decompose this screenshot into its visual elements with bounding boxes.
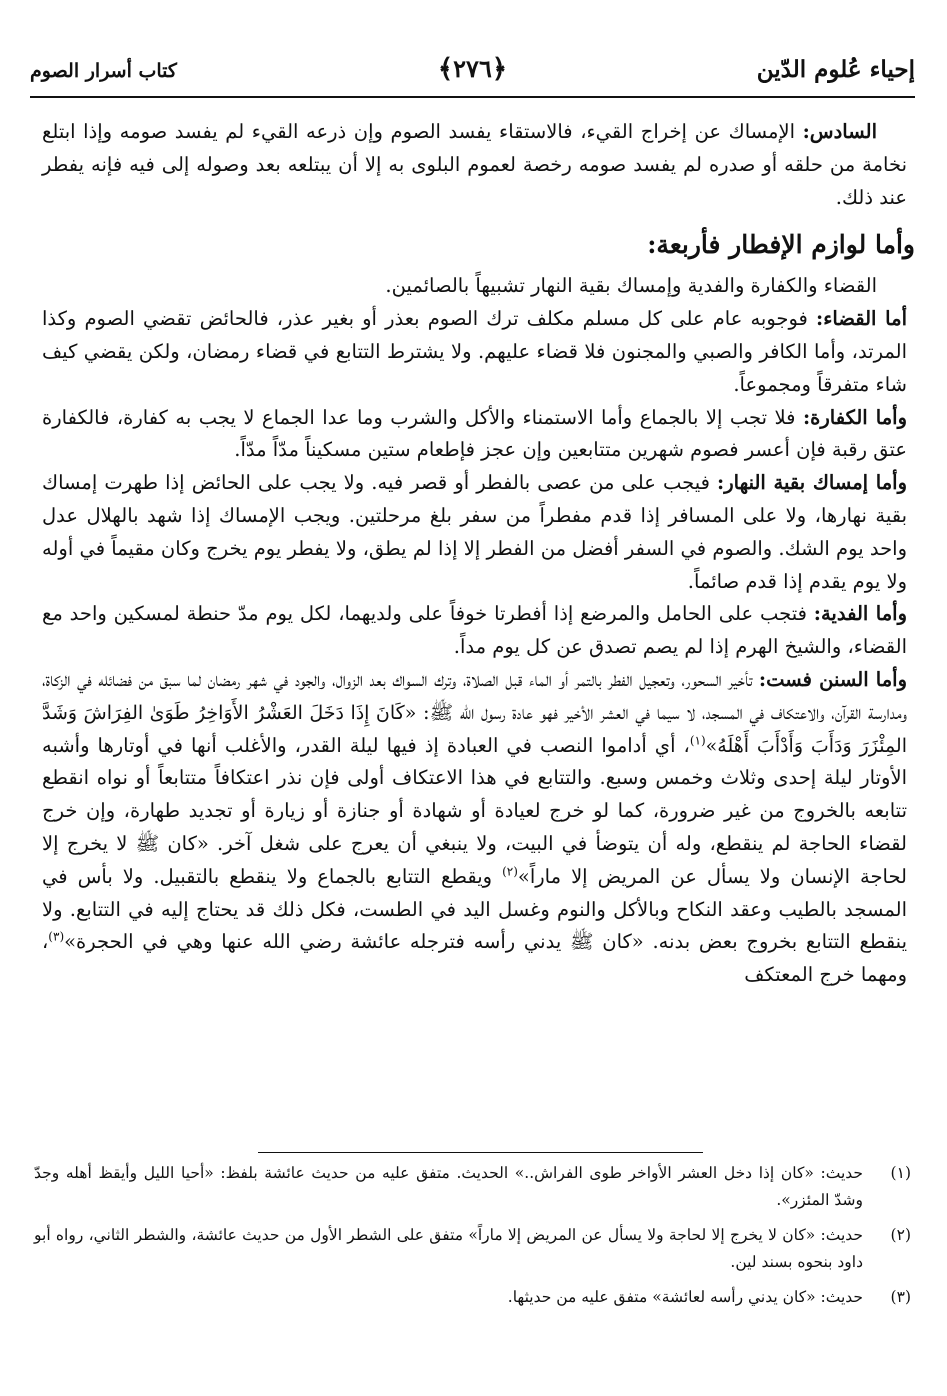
footnote-divider (258, 1152, 703, 1153)
page-header (30, 44, 915, 98)
footnote-number: (٣) (890, 1288, 911, 1306)
paragraph-qada: أما القضاء: فوجوبه عام على كل مسلم مكلف ترك الصوم بعذر أو بغير عذر، فالحائض تقضي الصوم وكذا المرتد، وأما الكافر والصبي والمجنون فلا قضاء عليهم. ولا يشترط التتابع في قضاء رمضان، ولكن يقضي كيف شاء متفرقاً ومجموعاً. (42, 307, 907, 396)
ornament-right-icon: ﴿ (491, 54, 508, 84)
footnote-number: (١) (890, 1164, 911, 1182)
footnote-ref: (٢) (502, 864, 518, 879)
hadith-quote: «كَانَ إِذَا دَخَلَ العَشْرُ الأَوَاخِرُ طَوَىٰ الفِرَاشَ وَشَدَّ المِئْزَرَ وَدَأَبَ وَأَدْأَبَ أَهْلَهُ» (42, 701, 907, 757)
paragraph-sixth: السادس: الإمساك عن إخراج القيء، فالاستقاء يفسد الصوم وإن ذرعه القيء لم يفسد صومه وإذا ابتلع نخامة من حلقه أو صدره لم يفسد صومه رخصة لعموم البلوى به إلا أن يبتلعه بعد وصوله إلى فيه فإنه يفطر عند ذلك. (42, 120, 907, 209)
main-text (42, 116, 915, 992)
footnote (34, 1284, 911, 1311)
footnote-text: حديث: «كان يدني رأسه لعائشة» متفق عليه من حديثها. (507, 1288, 863, 1306)
paragraph-label: وأما الفدية: (813, 602, 907, 626)
paragraph-label: وأما الكفارة: (802, 405, 907, 429)
book-title: إحياء عُلوم الدّين (756, 56, 915, 83)
section-heading: وأما لوازم الإفطار فأربعة: (647, 230, 915, 260)
footnote (34, 1222, 911, 1276)
footnote-number: (٢) (890, 1226, 911, 1244)
ornament-left-icon: ﴾ (437, 54, 454, 84)
footnote-text: حديث: «كان لا يخرج إلا لحاجة ولا يسأل عن المريض إلا ماراً» متفق على الشطر الأول من حديث عائشة، والشطر الثاني، رواه أبو داود بنحوه بسند لين. (34, 1226, 863, 1271)
footnote-text: حديث: «كان إذا دخل العشر الأواخر طوى الفراش..» الحديث. متفق عليه من حديث عائشة بلفظ: «أحيا الليل وأيقظ أهله وجدّ وشدّ المئزر». (34, 1164, 863, 1209)
paragraph-label: السادس: (802, 120, 877, 143)
footnote (34, 1160, 911, 1214)
paragraph-imsak: وأما إمساك بقية النهار: فيجب على من عصى بالفطر أو قصر فيه. ولا يجب على الحائض إذا طهرت إمساك بقية نهارها، ولا على المسافر إذا قدم مفطراً من سفر بلغ مرحلتين. ويجب الإمساك إذا شهد بالهلال عدل واحد يوم الشك. والصوم في السفر أفضل من الفطر إلا إذا لم يطق، ولا يفطر يوم يخرج وكان مقيماً في أوله ولا يوم يقدم إذا قدم صائماً. (42, 471, 907, 593)
paragraph-kaffara: وأما الكفارة: فلا تجب إلا بالجماع وأما الاستمناء والأكل والشرب وما عدا الجماع لا يجب به كفارة، فالكفارة عتق رقبة فإن أعسر فصوم شهرين متتابعين وإن عجز فإطعام ستين مسكيناً مدّاً مدّاً. (42, 405, 907, 462)
footnote-ref: (٣) (48, 929, 65, 944)
hadith-quote: «كان ﷺ لا يخرج إلا لحاجة الإنسان ولا يسأل عن المريض إلا ماراً» (42, 831, 907, 888)
footnote-ref: (١) (689, 733, 706, 748)
footnotes (34, 1160, 911, 1319)
paragraph-intro: القضاء والكفارة والفدية وإمساك بقية النهار تشبيهاً بالصائمين. (385, 274, 877, 298)
paragraph-label: وأما إمساك بقية النهار: (717, 471, 907, 495)
chapter-title: كتاب أسرار الصوم (30, 60, 177, 82)
page-number: ﴿٢٧٦﴾ (437, 54, 508, 84)
hadith-quote: «كان ﷺ يدني رأسه فترجله عائشة رضي الله عنها وهي في الحجرة» (64, 930, 644, 954)
paragraph-label: أما القضاء: (816, 307, 907, 331)
paragraph-sunan: وأما السنن فست: تأخير السحور، وتعجيل الفطر بالتمر أو الماء قبل الصلاة، وترك السواك بعد الزوال، والجود في شهر رمضان لما سبق من فضائله في الزكاة، ومدارسة القرآن، والاعتكاف في المسجد، لا سيما في العشر الأخير فهو عادة رسول الله ﷺ: «كَانَ إِذَا دَخَلَ العَشْرُ الأَوَاخِرُ طَوَىٰ الفِرَاشَ وَشَدَّ المِئْزَرَ وَدَأَبَ وَأَدْأَبَ أَهْلَهُ»$^{(١)}$، أي أداموا النصب في العبادة إذ فيها ليلة القدر، والأغلب أنها في أوتارها وأشبه الأوتار ليلة إحدى وثلاث وخمس وسبع. والتتابع في هذا الاعتكاف أولى فإن نذر اعتكافاً متتابعاً أو نواه انقطع تتابعه بالخروج من غير ضرورة، كما لو خرج لعيادة أو شهادة أو جنازة أو زيارة أو تجديد طهارة، وإن خرج لقضاء الحاجة لم ينقطع، وله أن يتوضأ في البيت، ولا ينبغي أن يعرج على شغل آخر. «كان ﷺ لا يخرج إلا لحاجة الإنسان ولا يسأل عن المريض إلا ماراً»$^{(٢)}$ ويقطع التتابع بالجماع ولا ينقطع بالتقبيل. ولا بأس في المسجد بالطيب وعقد النكاح وبالأكل والنوم وغسل اليد في الطست، فكل ذلك قد يحتاج إليه في التتابع. ولا ينقطع التتابع بخروج بعض بدنه. «كان ﷺ يدني رأسه فترجله عائشة رضي الله عنها وهي في الحجرة»$^{(٣)}$، ومهما خرج المعتكف (42, 667, 907, 987)
paragraph-fidya: وأما الفدية: فتجب على الحامل والمرضع إذا أفطرتا خوفاً على ولديهما، لكل يوم مدّ حنطة لمسكين واحد مع القضاء، والشيخ الهرم إذا لم يصم تصدق عن كل يوم مداً. (42, 602, 907, 659)
paragraph-label: وأما السنن فست: (758, 667, 907, 691)
